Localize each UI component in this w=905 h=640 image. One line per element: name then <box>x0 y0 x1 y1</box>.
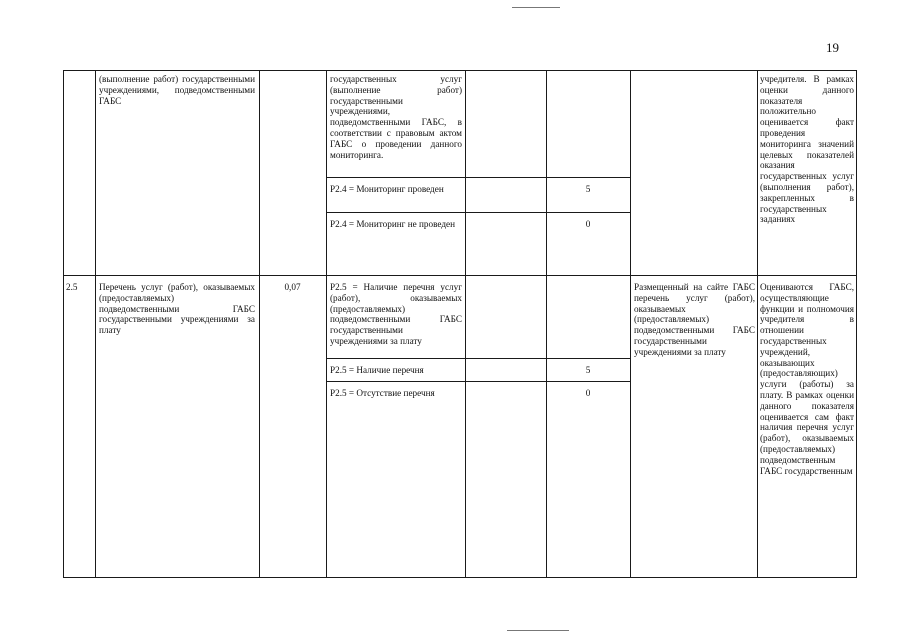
indicator-weight: 0,07 <box>284 282 301 292</box>
prev-row-note: учредителя. В рамках оценки данного показателя положительно оценивается факт проведения мониторинга значений целевых показателей оказания государственных услуг (выполнения работ), закрепленных в государственных заданиях <box>760 74 854 225</box>
option-1: P2.5 = Наличие перечня <box>330 365 424 375</box>
page-number: 19 <box>826 40 839 55</box>
prev-row-option-2: P2.4 = Мониторинг не проведен <box>330 219 456 229</box>
prev-row-indicator-name: (выполнение работ) государственными учреждениями, подведомственными ГАБС <box>99 74 255 106</box>
option-2: P2.5 = Отсутствие перечня <box>330 388 435 398</box>
indicator-name: Перечень услуг (работ), оказываемых (предоставляемых) подведомственными ГАБС государственными учреждениями за плату <box>99 282 255 336</box>
row-number: 2.5 <box>66 282 78 292</box>
criterion-formula: P2.5 = Наличие перечня услуг (работ), оказываемых (предоставляемых) подведомственными ГАБС государственными учреждениями за плату <box>330 282 462 346</box>
option-2-score: 0 <box>585 388 591 398</box>
data-source: Размещенный на сайте ГАБС перечень услуг (работ), оказываемых (предоставляемых) подведомственными ГАБС государственными учреждениями за плату <box>634 282 755 357</box>
prev-row-criterion: государственных услуг (выполнение работ) государственными учреждениями, подведомственными ГАБС, в соответствии с правовым актом ГАБС о проведении данного мониторинга. <box>330 74 462 160</box>
prev-row-option-1: P2.4 = Мониторинг проведен <box>330 184 444 194</box>
scan-artifact-bottom <box>507 630 569 631</box>
option-1-score: 5 <box>585 365 591 375</box>
prev-row-score-2: 0 <box>585 219 591 229</box>
note: Оцениваются ГАБС, осуществляющие функции и полномочия учредителя в отношении государственных учреждений, оказывающих (предоставляющих) услуги (работы) за плату. В рамках оценки данного показателя оценивается сам факт наличия перечня услуг (работ), оказываемых (предоставляемых) подведомственным ГАБС государственным <box>760 282 854 476</box>
scan-artifact-top <box>512 7 560 8</box>
prev-row-score-1: 5 <box>585 184 591 194</box>
